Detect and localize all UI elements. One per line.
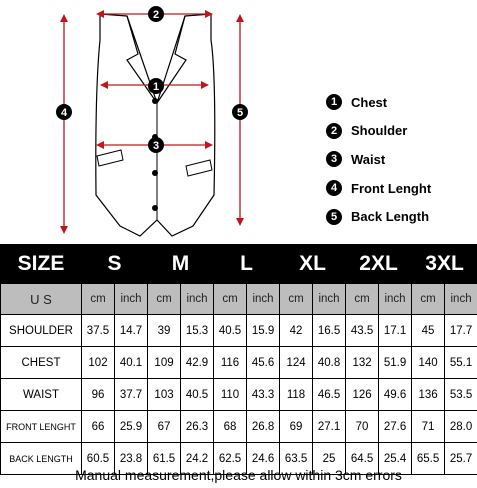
table-cell: 45.6 — [247, 347, 280, 379]
table-cell: 46.5 — [313, 379, 346, 411]
table-cell: 124 — [280, 347, 313, 379]
table-cell: 71 — [412, 411, 445, 443]
unit-cm: cm — [148, 284, 181, 315]
row-label: CHEST — [1, 347, 82, 379]
table-cell: 43.5 — [346, 315, 379, 347]
badge-back-length — [232, 104, 248, 120]
legend-label: Chest — [351, 94, 388, 110]
table-cell: 39 — [148, 315, 181, 347]
size-chart-table — [0, 244, 477, 475]
measurement-note: Manual measurement,please allow within 3cm errors — [75, 467, 402, 483]
table-cell: 63.5 — [280, 443, 313, 475]
legend-item-waist — [326, 145, 476, 174]
table-cell: 25 — [313, 443, 346, 475]
table-cell: 23.8 — [115, 443, 148, 475]
table-cell: 40.5 — [181, 379, 214, 411]
table-cell: 126 — [346, 379, 379, 411]
table-cell: 15.9 — [247, 315, 280, 347]
badge-front-length — [56, 104, 72, 120]
table-cell: 25.4 — [379, 443, 412, 475]
table-cell: 53.5 — [445, 379, 477, 411]
legend-number: 4 — [326, 180, 342, 196]
legend-label: Front Lenght — [351, 180, 432, 196]
measurement-legend — [326, 88, 476, 231]
table-cell: 69 — [280, 411, 313, 443]
unit-cm: cm — [280, 284, 313, 315]
vest-diagram — [0, 0, 300, 244]
unit-inch: inch — [313, 284, 346, 315]
table-cell: 118 — [280, 379, 313, 411]
unit-inch: inch — [379, 284, 412, 315]
units-label: U S — [1, 284, 82, 315]
table-cell: 67 — [148, 411, 181, 443]
table-cell: 26.3 — [181, 411, 214, 443]
table-cell: 61.5 — [148, 443, 181, 475]
table-cell: 49.6 — [379, 379, 412, 411]
badge-shoulder — [148, 6, 164, 22]
table-cell: 51.9 — [379, 347, 412, 379]
table-cell: 109 — [148, 347, 181, 379]
table-cell: 132 — [346, 347, 379, 379]
legend-number: 3 — [326, 151, 342, 167]
unit-inch: inch — [445, 284, 477, 315]
unit-inch: inch — [115, 284, 148, 315]
size-3xl: 3XL — [412, 245, 477, 284]
table-cell: 15.3 — [181, 315, 214, 347]
unit-cm: cm — [346, 284, 379, 315]
row-label: FRONT LENGHT — [1, 411, 82, 443]
legend-label: Shoulder — [351, 123, 408, 139]
table-cell: 62.5 — [214, 443, 247, 475]
table-cell: 140 — [412, 347, 445, 379]
table-cell: 64.5 — [346, 443, 379, 475]
size-s: S — [82, 245, 148, 284]
unit-cm: cm — [82, 284, 115, 315]
svg-text:5: 5 — [236, 107, 244, 119]
table-row-front-length — [1, 411, 477, 443]
table-cell: 27.6 — [379, 411, 412, 443]
table-cell: 26.8 — [247, 411, 280, 443]
table-cell: 110 — [214, 379, 247, 411]
vest-outline — [96, 14, 215, 236]
row-label: BACK LENGTH — [1, 443, 82, 475]
table-cell: 55.1 — [445, 347, 477, 379]
table-cell: 43.3 — [247, 379, 280, 411]
table-cell: 37.7 — [115, 379, 148, 411]
table-cell: 16.5 — [313, 315, 346, 347]
vest-button — [152, 205, 158, 211]
svg-text:3: 3 — [152, 140, 160, 152]
table-cell: 40.1 — [115, 347, 148, 379]
badge-chest — [148, 78, 164, 94]
row-label: WAIST — [1, 379, 82, 411]
table-cell: 24.6 — [247, 443, 280, 475]
size-m: M — [148, 245, 214, 284]
legend-number: 2 — [326, 123, 342, 139]
size-l: L — [214, 245, 280, 284]
table-cell: 25.9 — [115, 411, 148, 443]
legend-item-front-length — [326, 174, 476, 203]
table-row-shoulder — [1, 315, 477, 347]
units-row — [1, 284, 477, 315]
table-cell: 60.5 — [82, 443, 115, 475]
table-cell: 40.8 — [313, 347, 346, 379]
badge-waist — [148, 137, 164, 153]
table-cell: 136 — [412, 379, 445, 411]
table-cell: 17.1 — [379, 315, 412, 347]
table-cell: 66 — [82, 411, 115, 443]
table-cell: 96 — [82, 379, 115, 411]
table-cell: 37.5 — [82, 315, 115, 347]
size-xl: XL — [280, 245, 346, 284]
table-row-waist — [1, 379, 477, 411]
unit-cm: cm — [214, 284, 247, 315]
table-cell: 25.7 — [445, 443, 477, 475]
table-cell: 102 — [82, 347, 115, 379]
row-label: SHOULDER — [1, 315, 82, 347]
svg-text:4: 4 — [60, 107, 68, 119]
svg-text:2: 2 — [152, 9, 160, 21]
table-cell: 42.9 — [181, 347, 214, 379]
size-header-label: SIZE — [1, 245, 82, 284]
vest-button — [152, 170, 158, 176]
table-cell: 27.1 — [313, 411, 346, 443]
table-cell: 45 — [412, 315, 445, 347]
table-cell: 116 — [214, 347, 247, 379]
table-cell: 42 — [280, 315, 313, 347]
table-cell: 28.0 — [445, 411, 477, 443]
table-cell: 68 — [214, 411, 247, 443]
svg-text:1: 1 — [152, 81, 160, 93]
table-cell: 40.5 — [214, 315, 247, 347]
legend-label: Back Length — [351, 209, 430, 225]
legend-item-back-length — [326, 202, 476, 231]
unit-inch: inch — [247, 284, 280, 315]
vest-button — [152, 98, 158, 104]
legend-number: 1 — [326, 94, 342, 110]
table-cell: 14.7 — [115, 315, 148, 347]
size-2xl: 2XL — [346, 245, 412, 284]
unit-cm: cm — [412, 284, 445, 315]
legend-label: Waist — [351, 151, 386, 167]
table-cell: 103 — [148, 379, 181, 411]
table-row-chest — [1, 347, 477, 379]
size-header-row — [1, 245, 477, 284]
unit-inch: inch — [181, 284, 214, 315]
table-cell: 65.5 — [412, 443, 445, 475]
legend-item-chest — [326, 88, 476, 117]
legend-item-shoulder — [326, 117, 476, 146]
table-cell: 70 — [346, 411, 379, 443]
table-cell: 17.7 — [445, 315, 477, 347]
table-cell: 24.2 — [181, 443, 214, 475]
legend-number: 5 — [326, 209, 342, 225]
